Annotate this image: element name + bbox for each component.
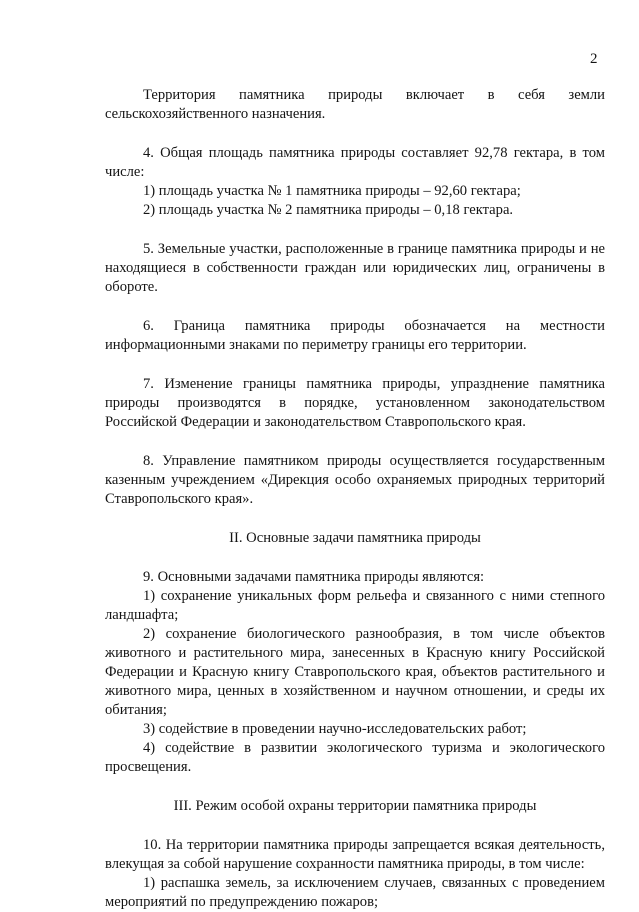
paragraph: 5. Земельные участки, расположенные в границе памятника природы и не находящиеся в собственности граждан или юридических лиц, ограничены в обороте. (105, 241, 605, 295)
paragraph: Территория памятника природы включает в себя земли сельскохозяйственного назначения. (105, 87, 605, 122)
page-number: 2 (590, 51, 598, 67)
paragraph-gap (105, 777, 605, 797)
paragraph-gap (105, 432, 605, 452)
paragraph-gap (105, 355, 605, 375)
list-item: 4) содействие в развитии экологического туризма и экологического просвещения. (105, 740, 605, 775)
paragraph-gap (105, 220, 605, 240)
list-item: 3) содействие в проведении научно-исследовательских работ; (143, 721, 527, 737)
paragraph: 8. Управление памятником природы осуществляется государственным казенным учреждением «Дирекция особо охраняемых природных территорий Ставропольского края». (105, 453, 605, 507)
paragraph: 10. На территории памятника природы запрещается всякая деятельность, влекущая за собой нарушение сохранности памятника природы, в том числе: (105, 837, 605, 872)
paragraph-gap (105, 816, 605, 836)
list-item: 1) площадь участка № 1 памятника природы – 92,60 гектара; (143, 183, 521, 199)
list-item: 2) сохранение биологического разнообразия, в том числе объектов животного и растительного мира, занесенных в Красную книгу Российской Федерации и Красную книгу Ставропольского края, объектов растительного и животного мира, ценных в хозяйственном и научном отношении, и среды их обитания; (105, 626, 605, 718)
section-heading: III. Режим особой охраны территории памятника природы (173, 798, 537, 814)
list-item: 1) сохранение уникальных форм рельефа и связанного с ними степного ландшафта; (105, 588, 605, 623)
paragraph: 7. Изменение границы памятника природы, упразднение памятника природы производятся в порядке, установленном законодательством Российской Федерации и законодательством Ставропольского края. (105, 376, 605, 430)
document-body (105, 86, 605, 912)
paragraph-gap (105, 509, 605, 529)
paragraph: 6. Граница памятника природы обозначается на местности информационными знаками по периметру границы его территории. (105, 318, 605, 353)
section-heading: II. Основные задачи памятника природы (229, 530, 481, 546)
paragraph-gap (105, 548, 605, 568)
paragraph-gap (105, 297, 605, 317)
paragraph: 4. Общая площадь памятника природы составляет 92,78 гектара, в том числе: (105, 145, 605, 180)
paragraph-gap (105, 124, 605, 144)
list-item: 1) распашка земель, за исключением случаев, связанных с проведением мероприятий по предупреждению пожаров; (105, 875, 605, 910)
paragraph: 9. Основными задачами памятника природы являются: (143, 569, 485, 585)
list-item: 2) площадь участка № 2 памятника природы – 0,18 гектара. (143, 202, 514, 218)
